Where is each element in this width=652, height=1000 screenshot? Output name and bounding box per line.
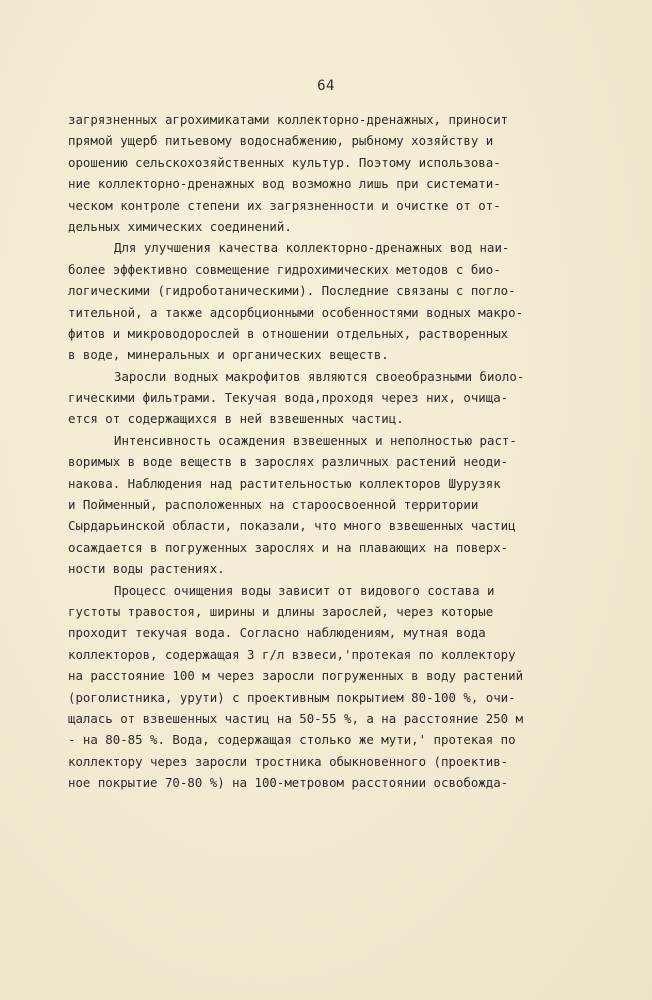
- text-line: ческом контроле степени их загрязненности и очистке от от-: [68, 197, 501, 213]
- text-line: накова. Наблюдения над растительностью коллекторов Шурузяк: [68, 475, 501, 491]
- text-line: ности воды растениях.: [68, 561, 225, 577]
- text-line: загрязненных агрохимикатами коллекторно-дренажных, приносит: [68, 112, 509, 127]
- text-line: воримых в воде веществ в зарослях различных растений неоди-: [68, 454, 509, 470]
- text-line: (роголистника, урути) с проективным покрытием 80-100 %, очи-: [68, 689, 516, 705]
- text-line: орошению сельскохозяйственных культур. Поэтому использова-: [68, 154, 501, 170]
- text-line: густоты травостоя, ширины и длины зарослей, через которые: [68, 603, 494, 619]
- text-line: Заросли водных макрофитов являются своеобразными биоло-: [114, 368, 525, 384]
- text-line: гическими фильтрами. Текучая вода,проходя через них, очища-: [68, 390, 509, 406]
- paragraph-3: [68, 366, 588, 430]
- text-line: и Пойменный, расположенных на староосвоенной территории: [68, 497, 479, 513]
- paragraph-4: [68, 430, 588, 580]
- text-line: на расстояние 100 м через заросли погруженных в воду растений: [68, 668, 524, 684]
- text-line: Сырдарьинской области, показали, что много взвешенных частиц: [68, 518, 516, 534]
- text-line: в воде, минеральных и органических веществ.: [68, 347, 389, 363]
- text-line: Для улучшения качества коллекторно-дренажных вод наи-: [114, 240, 510, 256]
- text-line: проходит текучая вода. Согласно наблюдениям, мутная вода: [68, 625, 486, 641]
- paragraph-1: [68, 109, 588, 237]
- text-line: - на 80-85 %. Вода, содержащая столько же мути,' протекая по: [68, 732, 516, 748]
- text-line: Интенсивность осаждения взвешенных и неполностью раст-: [114, 432, 517, 448]
- text-line: коллекторов, содержащая 3 г/л взвеси,'протекая по коллектору: [68, 646, 516, 662]
- paragraph-2: [68, 237, 588, 365]
- text-line: фитов и микроводорослей в отношении отдельных, растворенных: [68, 325, 509, 341]
- body-text: [68, 109, 588, 794]
- text-line: ное покрытие 70-80 %) на 100-метровом расстоянии освобожда-: [68, 775, 509, 791]
- text-line: ется от содержащихся в ней взвешенных частиц.: [68, 411, 404, 427]
- text-line: ние коллекторно-дренажных вод возможно лишь при системати-: [68, 176, 501, 192]
- text-line: щалась от взвешенных частиц на 50-55 %, а на расстояние 250 м: [68, 710, 524, 726]
- paragraph-5: [68, 580, 588, 794]
- text-line: тительной, а также адсорбционными особенностями водных макро-: [68, 304, 524, 320]
- text-line: более эффективно совмещение гидрохимических методов с био-: [68, 261, 501, 277]
- text-line: дельных химических соединений.: [68, 218, 292, 234]
- text-line: логическими (гидроботаническими). Последние связаны с погло-: [68, 283, 516, 299]
- text-line: Процесс очищения воды зависит от видового состава и: [114, 582, 495, 598]
- text-line: осаждается в погруженных зарослях и на плавающих на поверх-: [68, 539, 509, 555]
- text-line: коллектору через заросли тростника обыкновенного (проектив-: [68, 753, 509, 769]
- text-line: прямой ущерб питьевому водоснабжению, рыбному хозяйству и: [68, 133, 494, 149]
- page-number: 64: [317, 78, 335, 94]
